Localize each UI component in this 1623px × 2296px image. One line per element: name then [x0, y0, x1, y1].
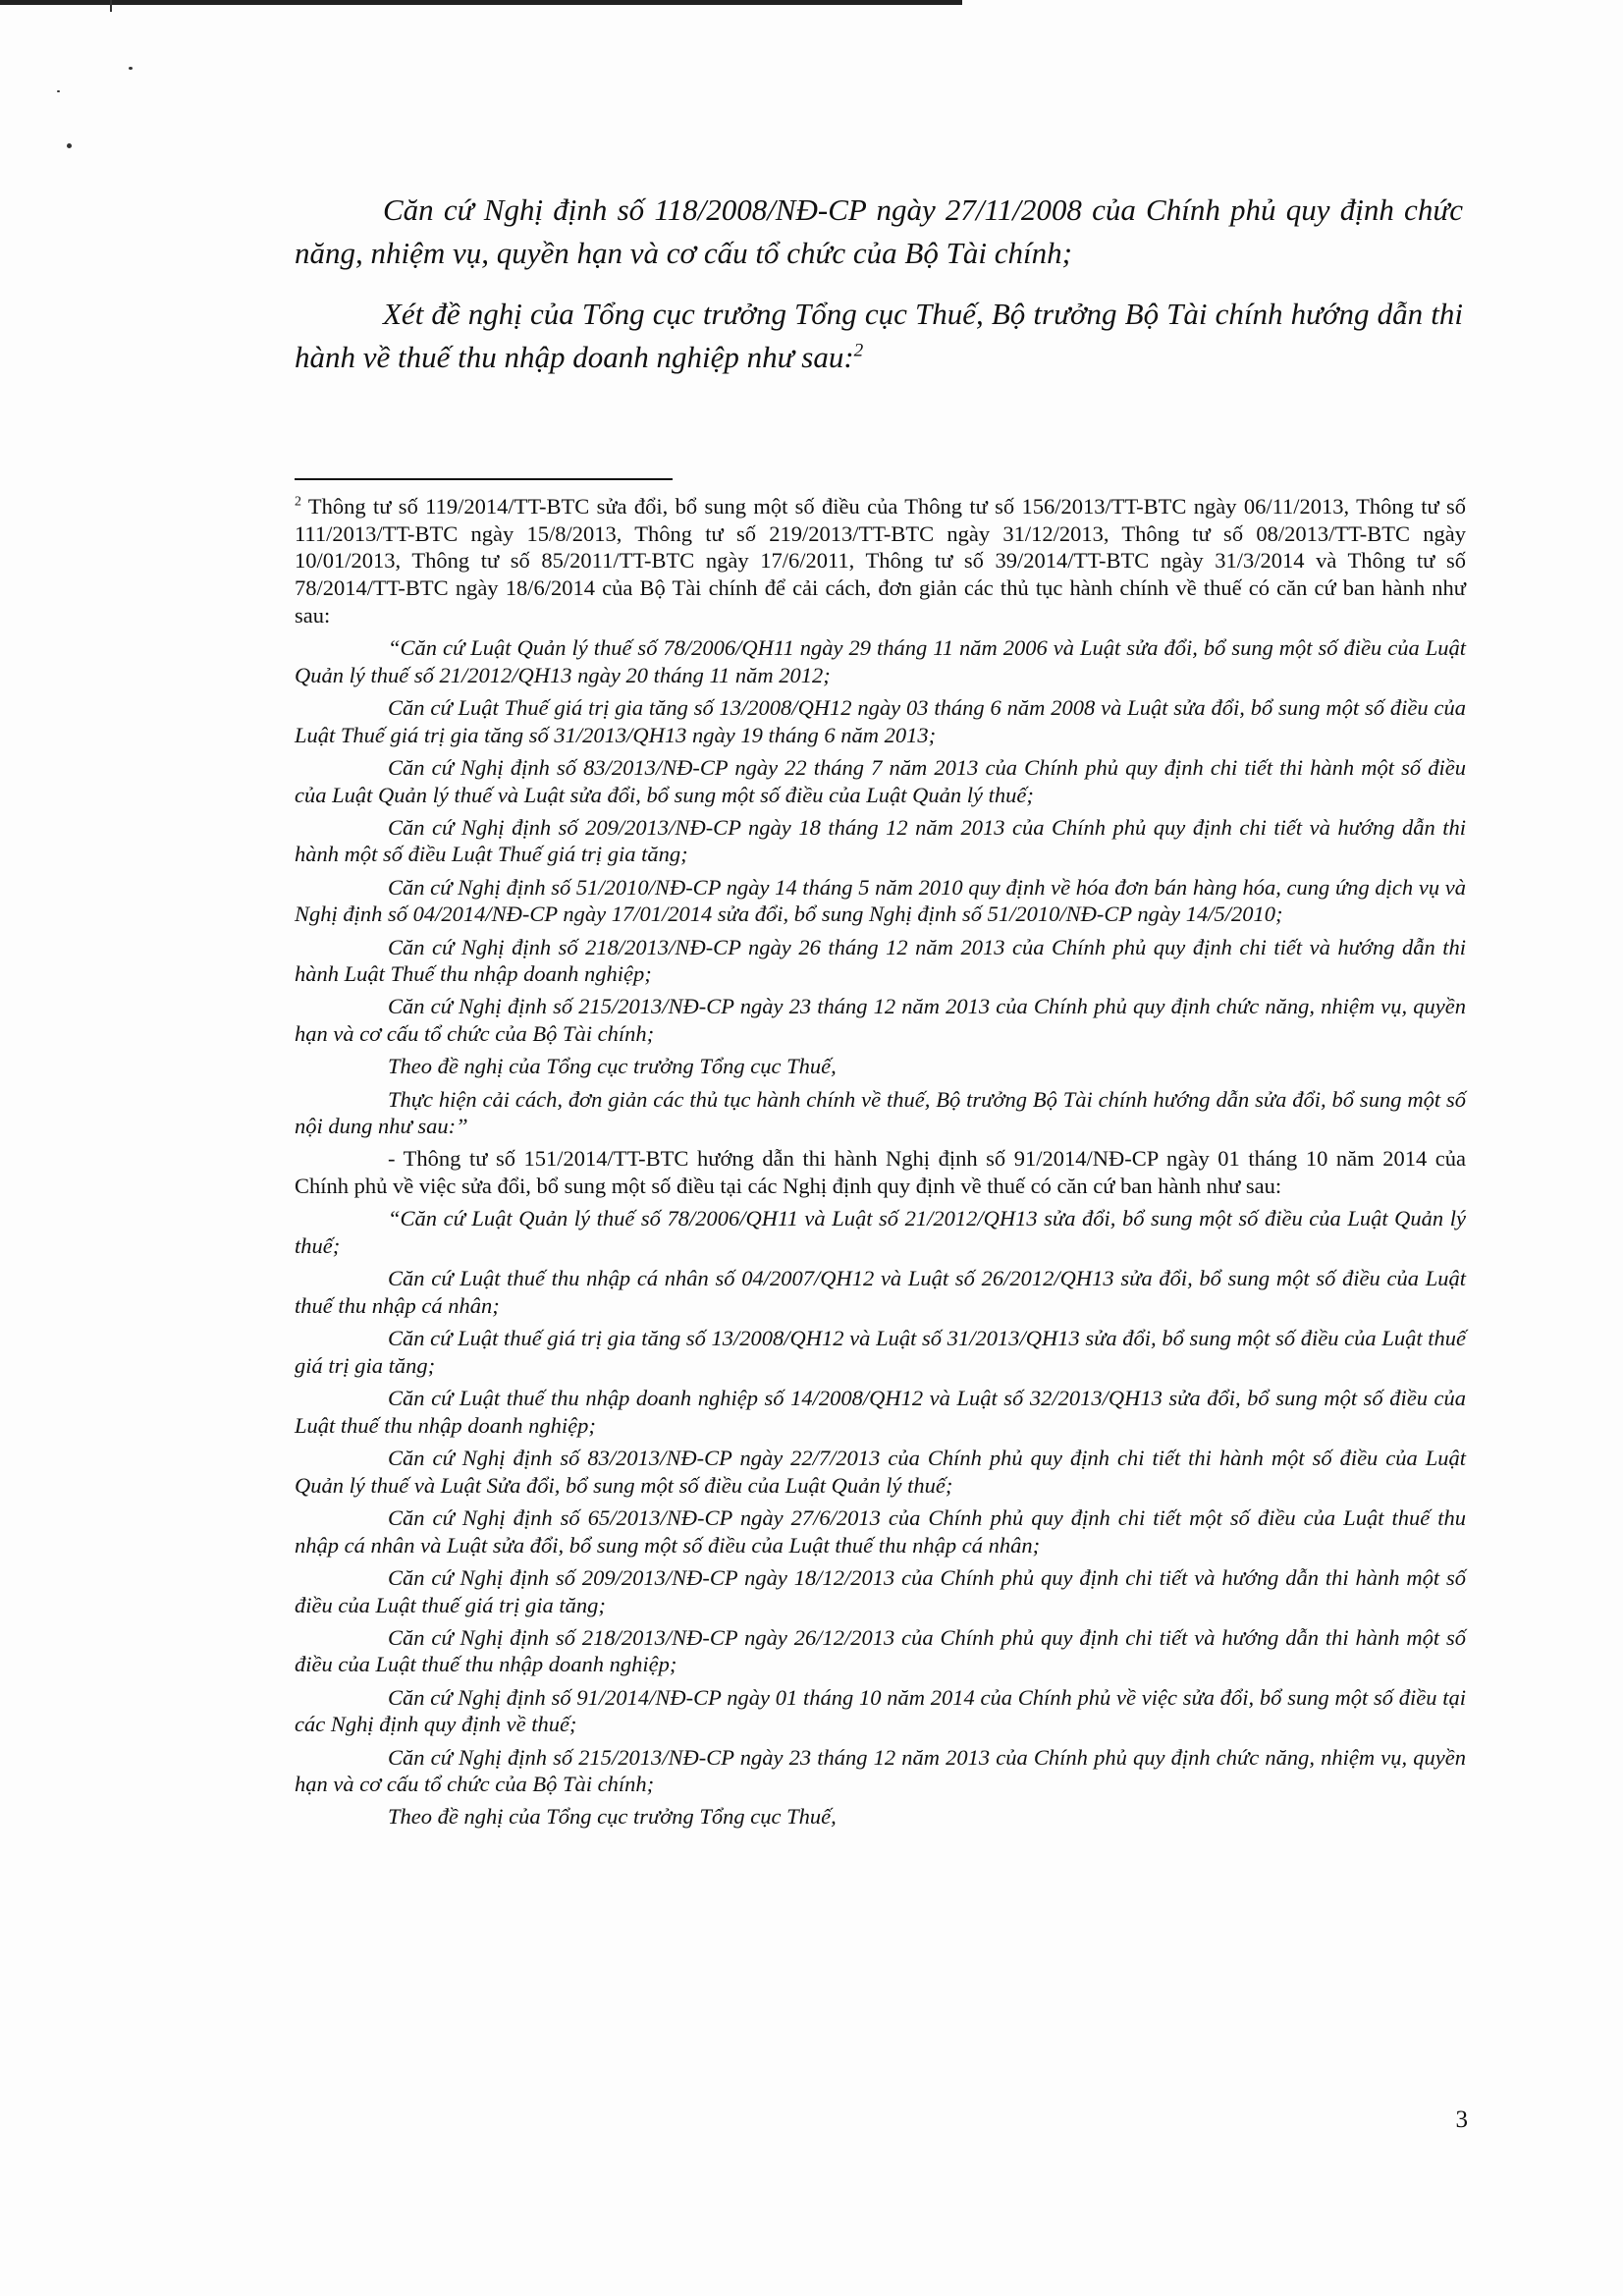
- scan-speck: [129, 67, 133, 70]
- footnote-line: Căn cứ Nghị định số 218/2013/NĐ-CP ngày 26/12/2013 của Chính phủ quy định chi tiết và hướng dẫn thi hành một số điều của Luật thuế thu nhập doanh nghiệp;: [295, 1624, 1466, 1677]
- main-paragraph-text: Xét đề nghị của Tổng cục trưởng Tổng cục Thuế, Bộ trưởng Bộ Tài chính hướng dẫn thi hành về thuế thu nhập doanh nghiệp như sau:: [295, 297, 1463, 374]
- footnote-line: Căn cứ Nghị định số 91/2014/NĐ-CP ngày 01 tháng 10 năm 2014 của Chính phủ về việc sửa đổi, bổ sung một số điều tại các Nghị định quy định về thuế;: [295, 1684, 1466, 1737]
- footnote-second-lead: - Thông tư số 151/2014/TT-BTC hướng dẫn thi hành Nghị định số 91/2014/NĐ-CP ngày 01 tháng 10 năm 2014 của Chính phủ về việc sửa đổi, bổ sung một số điều tại các Nghị định quy định về thuế có căn cứ ban hành như sau:: [295, 1146, 1466, 1199]
- footnote-marker: 2: [295, 494, 301, 510]
- footnote-line: Căn cứ Nghị định số 209/2013/NĐ-CP ngày 18 tháng 12 năm 2013 của Chính phủ quy định chi tiết và hướng dẫn thi hành một số điều Luật Thuế giá trị gia tăng;: [295, 814, 1466, 867]
- scan-edge-line: [0, 0, 962, 5]
- main-paragraph: Căn cứ Nghị định số 118/2008/NĐ-CP ngày 27/11/2008 của Chính phủ quy định chức năng, nhiệm vụ, quyền hạn và cơ cấu tổ chức của Bộ Tài chính;: [295, 192, 1463, 270]
- scan-edge-mark: [110, 0, 112, 12]
- footnote-line: Căn cứ Nghị định số 209/2013/NĐ-CP ngày 18/12/2013 của Chính phủ quy định chi tiết và hướng dẫn thi hành một số điều của Luật thuế giá trị gia tăng;: [295, 1564, 1466, 1617]
- footnote-line: Căn cứ Nghị định số 83/2013/NĐ-CP ngày 22 tháng 7 năm 2013 của Chính phủ quy định chi tiết thi hành một số điều của Luật Quản lý thuế và Luật sửa đổi, bổ sung một số điều của Luật Quản lý thuế;: [295, 754, 1466, 807]
- footnote-line: Căn cứ Luật thuế thu nhập cá nhân số 04/2007/QH12 và Luật số 26/2012/QH13 sửa đổi, bổ sung một số điều của Luật thuế thu nhập cá nhân;: [295, 1266, 1466, 1318]
- scan-speck: [67, 143, 72, 148]
- footnote-line: Căn cứ Nghị định số 218/2013/NĐ-CP ngày 26 tháng 12 năm 2013 của Chính phủ quy định chi tiết và hướng dẫn thi hành Luật Thuế thu nhập doanh nghiệp;: [295, 934, 1466, 987]
- footnote-line: Căn cứ Nghị định số 51/2010/NĐ-CP ngày 14 tháng 5 năm 2010 quy định về hóa đơn bán hàng hóa, cung ứng dịch vụ và Nghị định số 04/2014/NĐ-CP ngày 17/01/2014 sửa đổi, bổ sung Nghị định số 51/2010/NĐ-CP ngày 14/5/2010;: [295, 874, 1466, 927]
- footnote-line: “Căn cứ Luật Quản lý thuế số 78/2006/QH11 ngày 29 tháng 11 năm 2006 và Luật sửa đổi, bổ sung một số điều của Luật Quản lý thuế số 21/2012/QH13 ngày 20 tháng 11 năm 2012;: [295, 635, 1466, 687]
- footnote-line: Theo đề nghị của Tổng cục trưởng Tổng cục Thuế,: [388, 1054, 837, 1079]
- footnote-line: Căn cứ Nghị định số 83/2013/NĐ-CP ngày 22/7/2013 của Chính phủ quy định chi tiết thi hành một số điều của Luật Quản lý thuế và Luật Sửa đổi, bổ sung một số điều của Luật Quản lý thuế;: [295, 1446, 1466, 1498]
- footnote-separator: [295, 478, 673, 480]
- footnote-line: Căn cứ Luật thuế thu nhập doanh nghiệp số 14/2008/QH12 và Luật số 32/2013/QH13 sửa đổi, bổ sung một số điều của Luật thuế thu nhập doanh nghiệp;: [295, 1386, 1466, 1438]
- main-text: [295, 189, 1463, 379]
- footnote-line: Căn cứ Luật Thuế giá trị gia tăng số 13/2008/QH12 ngày 03 tháng 6 năm 2008 và Luật sửa đổi, bổ sung một số điều của Luật Thuế giá trị gia tăng số 31/2013/QH13 ngày 19 tháng 6 năm 2013;: [295, 694, 1466, 747]
- footnote-lead: [295, 493, 1466, 629]
- footnote-line: Căn cứ Nghị định số 215/2013/NĐ-CP ngày 23 tháng 12 năm 2013 của Chính phủ quy định chức năng, nhiệm vụ, quyền hạn và cơ cấu tổ chức của Bộ Tài chính;: [295, 1744, 1466, 1797]
- footnote-line: Căn cứ Nghị định số 215/2013/NĐ-CP ngày 23 tháng 12 năm 2013 của Chính phủ quy định chức năng, nhiệm vụ, quyền hạn và cơ cấu tổ chức của Bộ Tài chính;: [295, 994, 1466, 1047]
- footnote-line: “Căn cứ Luật Quản lý thuế số 78/2006/QH11 và Luật số 21/2012/QH13 sửa đổi, bổ sung một số điều của Luật Quản lý thuế;: [295, 1206, 1466, 1259]
- footnote-line: Thực hiện cải cách, đơn giản các thủ tục hành chính về thuế, Bộ trưởng Bộ Tài chính hướng dẫn sửa đổi, bổ sung một số nội dung như sau:”: [295, 1086, 1466, 1139]
- page-number: 3: [1455, 2106, 1468, 2133]
- footnote-lead-text: Thông tư số 119/2014/TT-BTC sửa đổi, bổ sung một số điều của Thông tư số 156/2013/TT-BTC ngày 06/11/2013, Thông tư số 111/2013/TT-BTC ngày 15/8/2013, Thông tư số 219/2013/TT-BTC ngày 31/12/2013, Thông tư số 08/2013/TT-BTC ngày 10/01/2013, Thông tư số 85/2011/TT-BTC ngày 17/6/2011, Thông tư số 39/2014/TT-BTC ngày 31/3/2014 và Thông tư số 78/2014/TT-BTC ngày 18/6/2014 của Bộ Tài chính để cải cách, đơn giản các thủ tục hành chính về thuế có căn cứ ban hành như sau:: [295, 494, 1466, 628]
- footnote-line: Căn cứ Luật thuế giá trị gia tăng số 13/2008/QH12 và Luật số 31/2013/QH13 sửa đổi, bổ sung một số điều của Luật thuế giá trị gia tăng;: [295, 1326, 1466, 1378]
- footnote-reference: 2: [853, 340, 864, 361]
- scan-speck: [57, 90, 60, 92]
- main-paragraph: [295, 293, 1463, 379]
- footnote: [295, 493, 1466, 1836]
- footnote-line: Căn cứ Nghị định số 65/2013/NĐ-CP ngày 27/6/2013 của Chính phủ quy định chi tiết một số điều của Luật thuế thu nhập cá nhân và Luật sửa đổi, bổ sung một số điều của Luật thuế thu nhập cá nhân;: [295, 1504, 1466, 1558]
- footnote-line: Theo đề nghị của Tổng cục trưởng Tổng cục Thuế,: [388, 1804, 837, 1830]
